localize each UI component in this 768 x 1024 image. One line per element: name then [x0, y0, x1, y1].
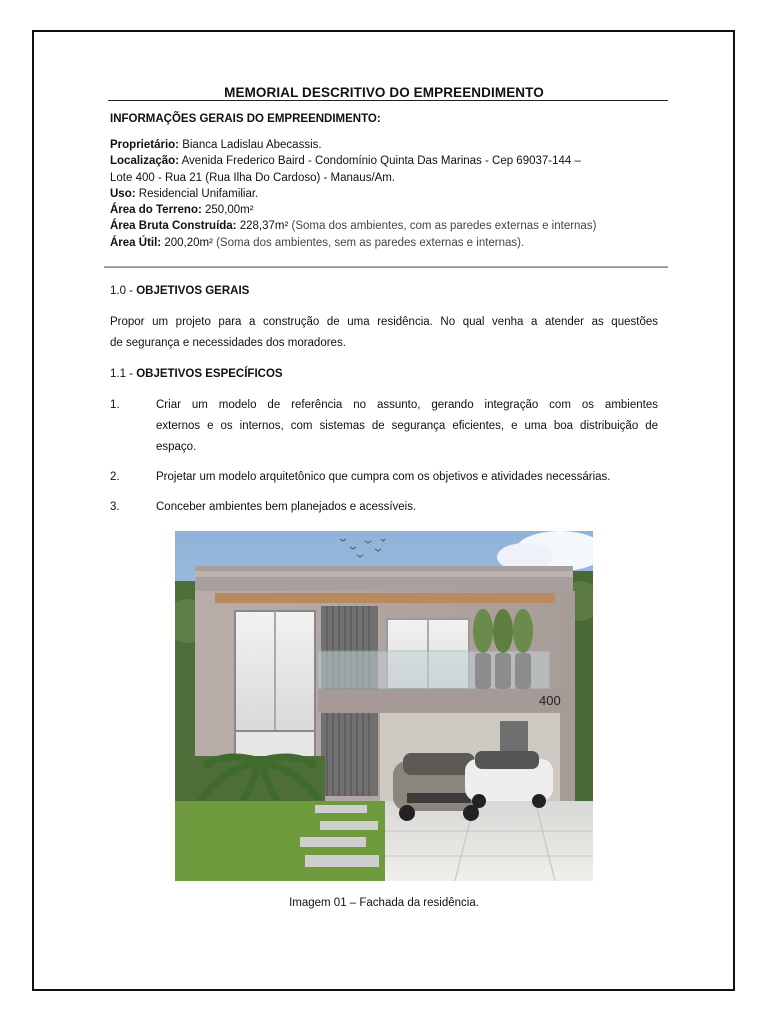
gross-area-label: Área Bruta Construída:	[110, 220, 237, 233]
wood-soffit	[215, 593, 555, 603]
section-1-0-paragraph	[110, 312, 658, 354]
use-value: Residencial Unifamiliar.	[135, 187, 259, 200]
driveway	[385, 801, 593, 881]
info-row-land-area	[110, 202, 670, 218]
list-number: 3.	[110, 501, 120, 513]
useful-area-value: 200,20m²	[161, 236, 213, 249]
section-1-0-title: OBJETIVOS GERAIS	[136, 285, 250, 297]
balcony-plants	[473, 609, 533, 689]
image-caption: Imagem 01 – Fachada da residência.	[289, 897, 479, 909]
section-1-0-number: 1.0 -	[110, 285, 137, 297]
info-row-gross-area	[110, 218, 670, 234]
land-area-label: Área do Terreno:	[110, 204, 202, 217]
document-title: MEMORIAL DESCRITIVO DO EMPREENDIMENTO	[224, 85, 544, 100]
location-label: Localização:	[110, 155, 180, 168]
section-1-0-heading	[110, 285, 249, 297]
list-number: 1.	[110, 399, 120, 411]
paragraph-line: de segurança e necessidades dos moradores.	[110, 337, 346, 349]
section-1-1-heading	[110, 368, 283, 380]
list-text	[156, 497, 658, 518]
gross-area-value: 228,37m²	[236, 220, 289, 233]
info-heading: INFORMAÇÕES GERAIS DO EMPREENDIMENTO:	[110, 113, 381, 125]
list-number: 2.	[110, 471, 120, 483]
house-number: 400	[539, 693, 561, 708]
info-row-useful-area	[110, 235, 670, 251]
location-value-line1: Avenida Frederico Baird - Condomínio Quinta Das Marinas - Cep 69037-144 –	[179, 155, 581, 168]
useful-area-note: (Soma dos ambientes, sem as paredes externas e internas).	[212, 236, 525, 249]
list-line: Projetar um modelo arquitetônico que cumpra com os objetivos e atividades necessárias.	[156, 471, 611, 483]
list-line: externos e os internos, com sistemas de segurança eficientes, e uma boa distribuição de	[156, 420, 658, 432]
general-info-block	[110, 137, 670, 251]
facade-rendering-image	[175, 531, 593, 881]
gross-area-note: (Soma dos ambientes, com as paredes externas e internas)	[288, 220, 597, 233]
location-value-line2: Lote 400 - Rua 21 (Rua Ilha Do Cardoso) - Manaus/Am.	[110, 171, 396, 184]
car-right	[465, 751, 553, 808]
useful-area-label: Área Útil:	[110, 236, 162, 249]
use-label: Uso:	[110, 187, 136, 200]
info-row-owner	[110, 137, 670, 153]
section-divider	[104, 266, 668, 268]
balcony-slab	[318, 689, 575, 713]
info-row-location	[110, 153, 670, 169]
section-1-1-title: OBJETIVOS ESPECÍFICOS	[136, 368, 283, 380]
list-text	[156, 467, 658, 488]
info-row-use	[110, 186, 670, 202]
paragraph-line: Propor um projeto para a construção de uma residência. No qual venha a atender as questões	[110, 316, 658, 328]
list-line: espaço.	[156, 441, 197, 453]
list-line: Criar um modelo de referência no assunto, gerando integração com os ambientes	[156, 399, 658, 411]
section-1-1-number: 1.1 -	[110, 368, 137, 380]
list-line: Conceber ambientes bem planejados e acessíveis.	[156, 501, 417, 513]
list-text	[156, 395, 658, 458]
owner-value: Bianca Ladislau Abecassis.	[179, 139, 322, 151]
title-underline	[108, 100, 668, 101]
owner-label: Proprietário:	[110, 139, 180, 151]
land-area-value: 250,00m²	[201, 204, 254, 217]
